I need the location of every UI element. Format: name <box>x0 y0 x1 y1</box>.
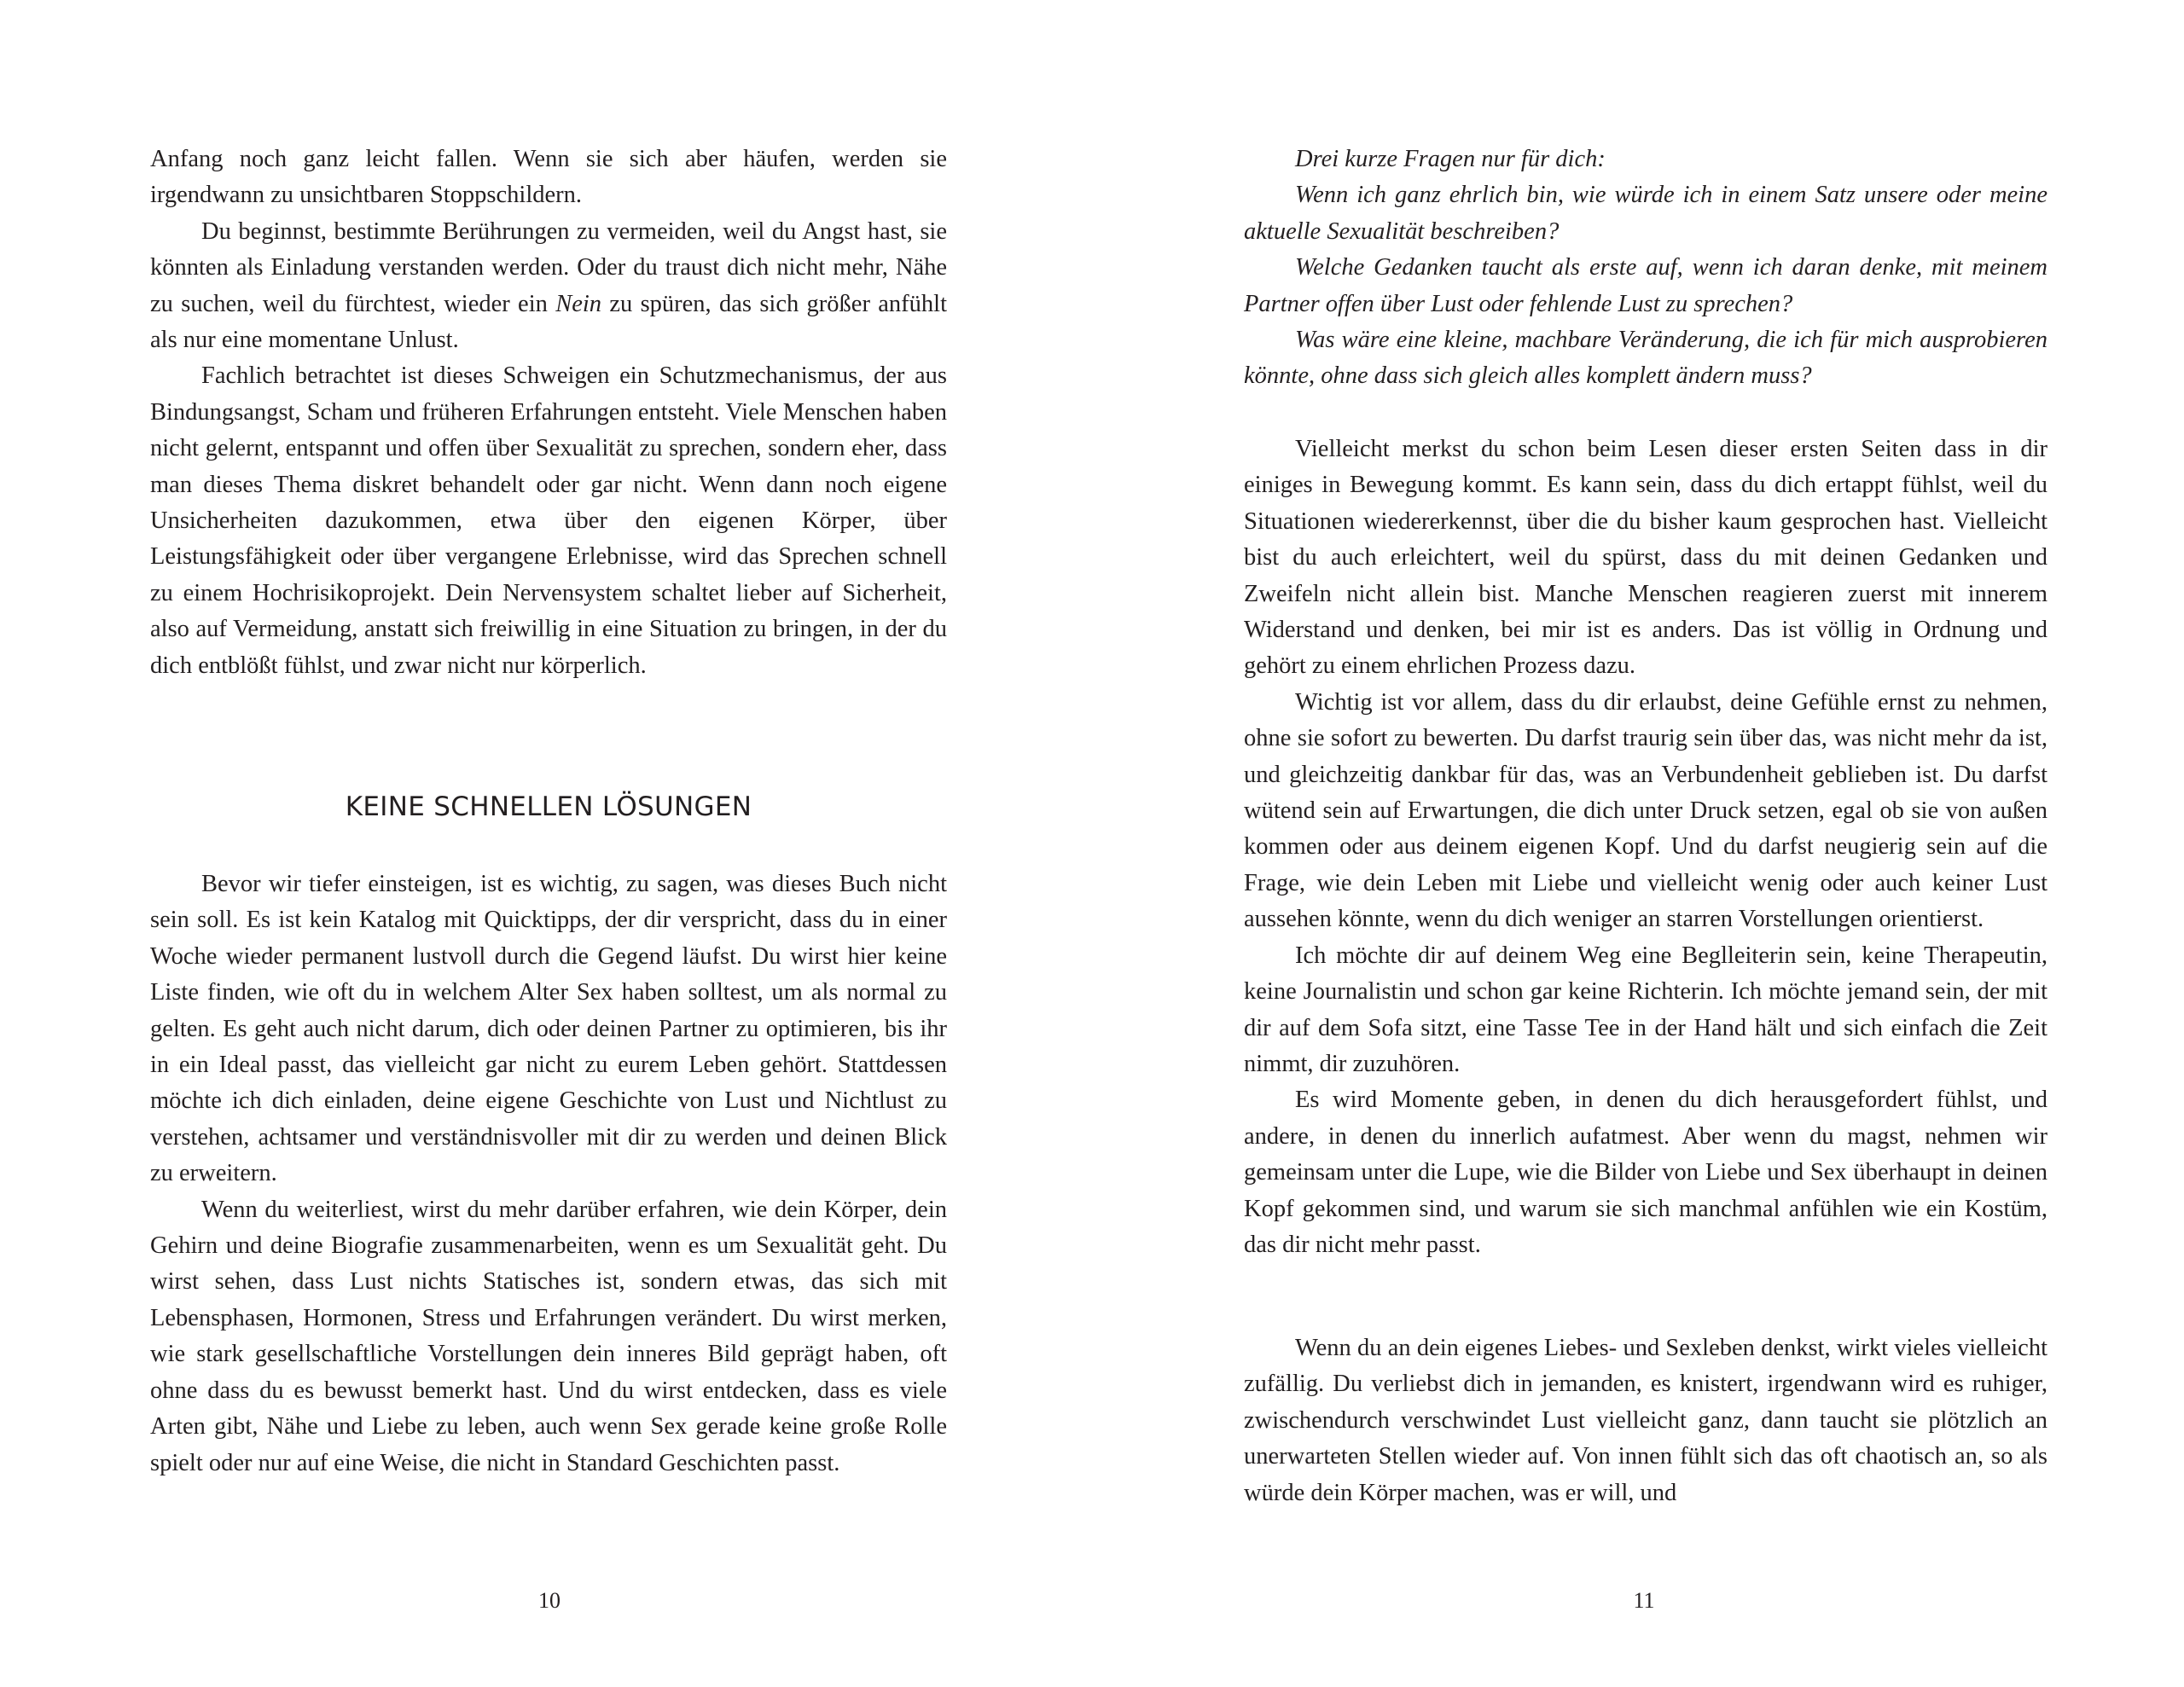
paragraph: Ich möchte dir auf deinem Weg eine Beglleiterin sein, keine Therapeutin, keine Journalistin und schon gar keine Richterin. Ich möchte jemand sein, der mit dir auf dem Sofa sitzt, eine Tasse Tee in der Hand hält und sich einfach die Zeit nimmt, dir zuzuhören. <box>1244 942 2048 1077</box>
question-item: Wenn ich ganz ehrlich bin, wie würde ich in einem Satz unsere oder meine aktuelle Sexualität beschreiben? <box>1244 182 2048 245</box>
paragraph: Anfang noch ganz leicht fallen. Wenn sie sich aber häufen, werden sie irgendwann zu unsichtbaren Stoppschildern. <box>150 146 947 209</box>
page-number: 11 <box>1633 1588 1655 1613</box>
paragraph: Bevor wir tiefer einsteigen, ist es wichtig, zu sagen, was dieses Buch nicht sein soll. Es ist kein Katalog mit Quicktipps, der dir verspricht, dass du in einer Woche wieder permanent lustvoll durch die Gegend läufst. Du wirst hier keine Liste finden, wie oft du in welchem Alter Sex haben solltest, um als normal zu gelten. Es geht auch nicht darum, dich oder deinen Partner zu optimieren, bis ihr in ein Ideal passt, das vielleicht gar nicht zu eurem Leben gehört. Stattdessen möchte ich dich einladen, deine eigene Geschichte von Lust und Nichtlust zu verstehen, achtsamer und verständnisvoller mit dir zu werden und deinen Blick zu erweitern. <box>150 871 947 1187</box>
right-middle-text-block <box>1244 432 2048 1263</box>
left-bottom-text-block <box>150 867 947 1481</box>
question-item: Was wäre eine kleine, machbare Veränderung, die ich für mich ausprobieren könnte, ohne dass sich gleich alles komplett ändern muss? <box>1244 327 2048 390</box>
paragraph-text: zu spüren, das sich größer anfühlt als nur eine momentane Unlust. <box>150 290 947 354</box>
paragraph <box>150 214 947 359</box>
right-bottom-text-block <box>1244 1330 2048 1511</box>
reflection-questions <box>1244 142 2048 395</box>
question-item: Welche Gedanken taucht als erste auf, wenn ich daran denke, mit meinem Partner offen über Lust oder fehlende Lust zu sprechen? <box>1244 254 2048 317</box>
paragraph: Vielleicht merkst du schon beim Lesen dieser ersten Seiten dass in dir einiges in Bewegung kommt. Es kann sein, dass du dich ertappt fühlst, weil du Situationen wiedererkennst, über die du bisher kaum gesprochen hast. Vielleicht bist du auch erleichtert, weil du spürst, dass du mit deinen Gedanken und Zweifeln nicht allein bist. Manche Menschen reagieren zuerst mit innerem Widerstand und denken, bei mir ist es anders. Das ist völlig in Ordnung und gehört zu einem ehrlichen Prozess dazu. <box>1244 436 2048 680</box>
paragraph: Fachlich betrachtet ist dieses Schweigen ein Schutzmechanismus, der aus Bindungsangst, Scham und früheren Erfahrungen entsteht. Viele Menschen haben nicht gelernt, entspannt und offen über Sexualität zu sprechen, sondern eher, dass man dieses Thema diskret behandelt oder gar nicht. Wenn dann noch eigene Unsicherheiten dazukommen, etwa über den eigenen Körper, über Leistungsfähigkeit oder über vergangene Erlebnisse, wird das Sprechen schnell zu einem Hochrisikoprojekt. Dein Nervensystem schaltet lieber auf Sicherheit, also auf Vermeidung, anstatt sich freiwillig in eine Situation zu bringen, in der du dich entblößt fühlst, und zwar nicht nur körperlich. <box>150 362 947 679</box>
section-heading: KEINE SCHNELLEN LÖSUNGEN <box>345 791 752 822</box>
page-number: 10 <box>538 1588 561 1613</box>
left-top-text-block <box>150 142 947 684</box>
right-page <box>1092 0 2184 1687</box>
question-intro: Drei kurze Fragen nur für dich: <box>1295 146 1606 172</box>
paragraph: Wichtig ist vor allem, dass du dir erlaubst, deine Gefühle ernst zu nehmen, ohne sie sofort zu bewerten. Du darfst traurig sein über das, was nicht mehr da ist, und gleichzeitig dankbar für das, was an Verbundenheit geblieben ist. Du darfst wütend sein auf Erwartungen, die dich unter Druck setzen, egal ob sie von außen kommen oder aus deinem eigenen Kopf. Und du darfst neugierig sein auf die Frage, wie dein Leben mit Liebe und vielleicht wenig oder auch keiner Lust aussehen könnte, wenn du dich weniger an starren Vorstellungen orientierst. <box>1244 688 2048 933</box>
paragraph-text: Du beginnst, bestimmte Berührungen zu vermeiden, weil du Angst hast, sie könnten als Einladung verstanden werden. Oder du traust dich nicht mehr, Nähe zu suchen, weil du fürchtest, wieder ein <box>150 217 947 317</box>
paragraph: Wenn du weiterliest, wirst du mehr darüber erfahren, wie dein Körper, dein Gehirn und deine Biografie zusammenarbeiten, wenn es um Sexualität geht. Du wirst sehen, dass Lust nichts Statisches ist, sondern etwas, das sich mit Lebensphasen, Hormonen, Stress und Erfahrungen verändert. Du wirst merken, wie stark gesellschaftliche Vorstellungen dein inneres Bild geprägt haben, oft ohne dass du es bewusst bemerkt hast. Und du wirst entdecken, dass es viele Arten gibt, Nähe und Liebe zu leben, auch wenn Sex gerade keine große Rolle spielt oder nur auf eine Weise, die nicht in Standard Geschichten passt. <box>150 1196 947 1476</box>
emphasis-text: Nein <box>555 290 602 317</box>
paragraph: Wenn du an dein eigenes Liebes- und Sexleben denkst, wirkt vieles vielleicht zufällig. Du verliebst dich in jemanden, es knistert, irgendwann wird es ruhiger, zwischendurch verschwindet Lust vielleicht ganz, dann taucht sie plötzlich an unerwarteten Stellen wieder auf. Von innen fühlt sich das oft chaotisch an, so als würde dein Körper machen, was er will, und <box>1244 1335 2048 1506</box>
paragraph: Es wird Momente geben, in denen du dich herausgefordert fühlst, und andere, in denen du innerlich aufatmest. Aber wenn du magst, nehmen wir gemeinsam unter die Lupe, wie die Bilder von Liebe und Sex überhaupt in deinen Kopf gekommen sind, und warum sie sich manchmal anfühlen wie ein Kostüm, das dir nicht mehr passt. <box>1244 1087 2048 1258</box>
